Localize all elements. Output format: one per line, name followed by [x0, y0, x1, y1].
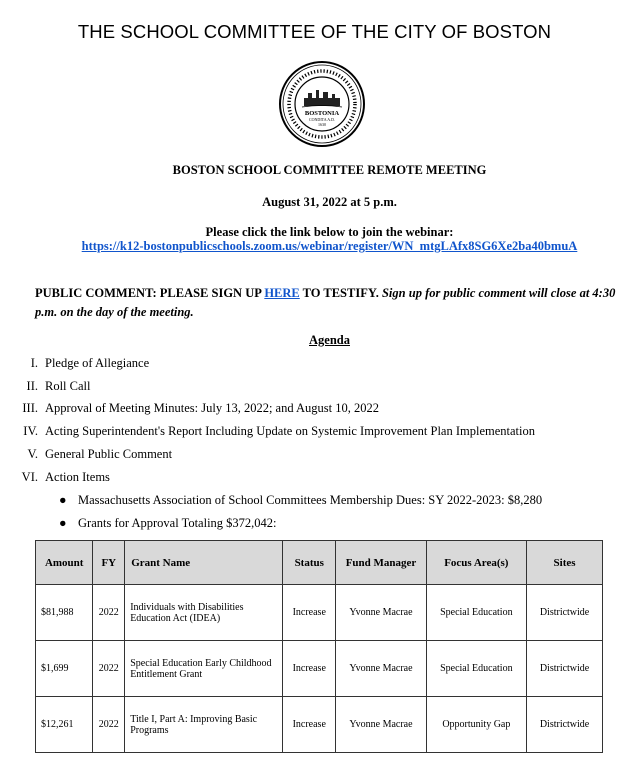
agenda-item [27, 447, 173, 462]
agenda-item-number: VI. [21, 470, 38, 484]
bullet-icon: ● [59, 493, 67, 507]
col-fund-manager: Fund Manager [336, 541, 426, 585]
cell-grant-name: Title I, Part A: Improving Basic Programs [125, 697, 283, 753]
cell-fund-manager: Yvonne Macrae [336, 697, 426, 753]
agenda-item-text: Roll Call [45, 379, 91, 393]
table-header-row [36, 541, 603, 585]
agenda-item-text: Acting Superintendent's Report Including Update on Systemic Improvement Plan Implementation [45, 424, 536, 438]
page-title: THE SCHOOL COMMITTEE OF THE CITY OF BOSTON [77, 21, 552, 42]
agenda-item-number: III. [22, 401, 38, 415]
city-seal-icon [278, 60, 366, 148]
agenda-item [21, 470, 110, 485]
cell-amount: $1,699 [36, 641, 93, 697]
col-amount: Amount [36, 541, 93, 585]
public-comment-note: Sign up for public comment will close at 4:30 p.m. on the day of the meeting. [35, 286, 616, 319]
bullet-icon: ● [59, 516, 67, 530]
cell-fy: 2022 [93, 585, 125, 641]
agenda-heading: Agenda [309, 333, 350, 347]
agenda-item [23, 424, 536, 439]
cell-status: Increase [283, 697, 336, 753]
cell-amount: $12,261 [36, 697, 93, 753]
agenda-item-text: General Public Comment [45, 447, 173, 461]
agenda-item-text: Pledge of Allegiance [45, 356, 150, 370]
cell-fund-manager: Yvonne Macrae [336, 641, 426, 697]
cell-grant-name: Individuals with Disabilities Education Act (IDEA) [125, 585, 283, 641]
cell-amount: $81,988 [36, 585, 93, 641]
agenda-item [22, 401, 380, 416]
agenda-item-number: II. [26, 379, 38, 393]
agenda-item [26, 379, 91, 394]
agenda-item [30, 356, 150, 371]
cell-fy: 2022 [93, 641, 125, 697]
col-fy: FY [93, 541, 125, 585]
cell-focus-area: Special Education [426, 585, 526, 641]
agenda-item-text: Approval of Meeting Minutes: July 13, 2022; and August 10, 2022 [45, 401, 380, 415]
join-instructions: Please click the link below to join the webinar: [205, 225, 454, 239]
bullet-text: Grants for Approval Totaling $372,042: [78, 516, 277, 530]
agenda-item-number: I. [30, 356, 38, 370]
bullet-item [59, 493, 543, 508]
table-row [36, 585, 603, 641]
seal-name: BOSTONIA [304, 110, 340, 117]
agenda-item-number: V. [27, 447, 38, 461]
bullet-item [59, 516, 277, 531]
meeting-date: August 31, 2022 at 5 p.m. [262, 195, 397, 209]
col-grant-name: Grant Name [125, 541, 283, 585]
signup-link[interactable]: HERE [264, 286, 300, 300]
seal-year: 1630 [318, 122, 326, 127]
agenda-item-number: IV. [23, 424, 38, 438]
public-comment-suffix: TO TESTIFY. [299, 286, 379, 300]
cell-status: Increase [283, 641, 336, 697]
table-row [36, 697, 603, 753]
cell-sites: Districtwide [527, 585, 603, 641]
cell-focus-area: Special Education [426, 641, 526, 697]
col-sites: Sites [527, 541, 603, 585]
public-comment-prefix: PUBLIC COMMENT: PLEASE SIGN UP [35, 286, 265, 300]
table-row [36, 641, 603, 697]
webinar-link[interactable]: https://k12-bostonpublicschools.zoom.us/webinar/register/WN_mtgLAfx8SG6Xe2ba40bmuA [81, 239, 578, 253]
grants-table [35, 540, 603, 753]
cell-fund-manager: Yvonne Macrae [336, 585, 426, 641]
cell-status: Increase [283, 585, 336, 641]
agenda-item-text: Action Items [45, 470, 110, 484]
cell-focus-area: Opportunity Gap [426, 697, 526, 753]
cell-sites: Districtwide [527, 697, 603, 753]
meeting-title: BOSTON SCHOOL COMMITTEE REMOTE MEETING [172, 163, 487, 177]
cell-grant-name: Special Education Early Childhood Entitlement Grant [125, 641, 283, 697]
cell-fy: 2022 [93, 697, 125, 753]
cell-sites: Districtwide [527, 641, 603, 697]
col-status: Status [283, 541, 336, 585]
col-focus-area: Focus Area(s) [426, 541, 526, 585]
bullet-text: Massachusetts Association of School Committees Membership Dues: SY 2022-2023: $8,280 [78, 493, 543, 507]
public-comment [35, 284, 625, 322]
seal-text: CONDITA A.D. [308, 117, 336, 122]
